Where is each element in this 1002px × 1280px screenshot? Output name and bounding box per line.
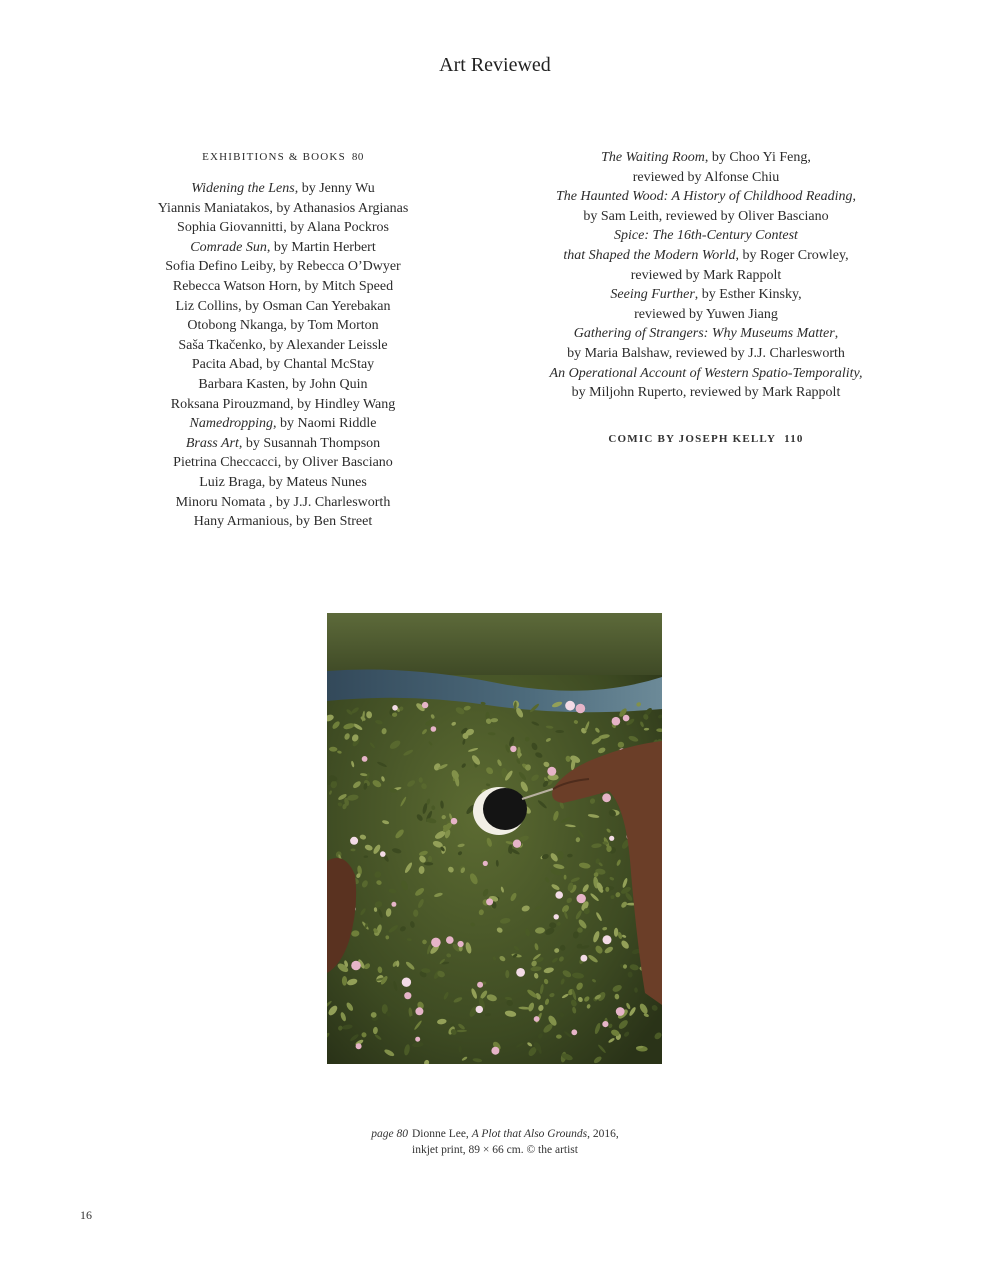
- blossom: [609, 836, 614, 841]
- book-review-line: [548, 344, 864, 364]
- review-byline: Sophia Giovannitti, by Alana Pockros: [177, 220, 389, 236]
- review-byline: Minoru Nomata , by J.J. Charlesworth: [175, 494, 391, 510]
- review-byline: reviewed by Alfonse Chiu: [632, 169, 780, 185]
- work-title: The Waiting Room: [601, 150, 705, 165]
- review-entry: [130, 453, 436, 473]
- page-title: Art Reviewed: [439, 54, 551, 76]
- book-review-line: [548, 364, 864, 384]
- review-entry: [130, 375, 436, 395]
- review-entry: [130, 238, 436, 258]
- artwork-image: [327, 613, 662, 1064]
- blossom: [415, 1037, 420, 1042]
- blossom: [431, 726, 437, 732]
- leaf: [396, 960, 399, 967]
- work-title: The Haunted Wood: A History of Childhood Reading: [556, 189, 853, 205]
- comic-heading: [548, 430, 864, 450]
- blossom: [351, 961, 361, 971]
- page-number: 16: [80, 1208, 92, 1222]
- blossom: [555, 891, 563, 899]
- exhibitions-column: [130, 148, 436, 532]
- review-byline: by Sam Leith, reviewed by Oliver Basciano: [583, 208, 829, 224]
- book-review-line: [548, 246, 864, 266]
- blossom: [476, 1006, 483, 1013]
- review-byline: by Maria Balshaw, reviewed by J.J. Charlesworth: [567, 345, 845, 361]
- work-title: Seeing Further: [610, 287, 695, 303]
- review-byline: reviewed by Mark Rappolt: [630, 267, 782, 283]
- blossom: [422, 702, 428, 708]
- book-review-line: [548, 324, 864, 344]
- review-byline: Pietrina Checcacci, by Oliver Basciano: [173, 455, 393, 471]
- caption-medium: inkjet print, 89 × 66 cm. © the artist: [412, 1143, 578, 1156]
- blossom: [571, 1029, 577, 1035]
- review-entry: [130, 395, 436, 415]
- review-entry: [130, 414, 436, 434]
- book-review-line: [548, 226, 864, 246]
- work-title: Widening the Lens: [191, 181, 295, 196]
- work-title: that Shaped the Modern World: [563, 247, 736, 263]
- work-title: Comrade Sun: [190, 239, 267, 255]
- review-entry: [130, 355, 436, 375]
- review-byline: Barbara Kasten, by John Quin: [198, 376, 368, 392]
- blossom: [616, 1007, 625, 1016]
- blossom: [554, 914, 559, 919]
- comic-heading-page: 110: [784, 432, 804, 445]
- section-heading-label: EXHIBITIONS & BOOKS: [202, 151, 346, 163]
- leaf: [459, 1046, 462, 1053]
- review-entry: [130, 277, 436, 297]
- review-byline: , by Choo Yi Feng,: [704, 150, 811, 165]
- review-byline: Yiannis Maniatakos, by Athanasios Argianas: [157, 200, 409, 216]
- review-byline: , by Martin Herbert: [266, 239, 376, 255]
- blossom: [602, 793, 611, 802]
- leaf: [505, 970, 509, 978]
- review-byline: , by Esther Kinsky,: [694, 287, 802, 303]
- review-byline: Saša Tkačenko, by Alexander Leissle: [178, 337, 388, 353]
- review-byline: ,: [834, 326, 839, 342]
- review-byline: , by Naomi Riddle: [273, 416, 377, 432]
- blossom: [486, 898, 493, 905]
- caption-work-title: A Plot that Also Grounds: [471, 1128, 588, 1140]
- blossom: [623, 715, 630, 722]
- blossom: [404, 992, 411, 999]
- review-byline: , by Jenny Wu: [294, 181, 375, 196]
- caption-artist: Dionne Lee,: [411, 1128, 469, 1140]
- review-entry: [130, 473, 436, 493]
- blossom: [577, 894, 586, 903]
- work-title: Spice: The 16th-Century Contest: [614, 228, 798, 244]
- blossom: [483, 861, 488, 866]
- work-title: Gathering of Strangers: Why Museums Matter: [573, 326, 835, 342]
- review-entry: [130, 493, 436, 513]
- book-review-line: [548, 148, 864, 168]
- book-review-line: [548, 168, 864, 188]
- blossom: [458, 941, 464, 947]
- review-byline: by Miljohn Ruperto, reviewed by Mark Rappolt: [571, 385, 841, 401]
- comic-heading-label: COMIC BY JOSEPH KELLY: [608, 432, 777, 445]
- review-entry: [130, 199, 436, 219]
- blossom: [350, 837, 358, 845]
- blossom: [451, 818, 458, 825]
- blossom: [402, 978, 411, 987]
- review-byline: Hany Armanious, by Ben Street: [193, 514, 373, 530]
- blossom: [362, 756, 368, 762]
- leaf: [618, 742, 624, 748]
- blossom: [612, 717, 621, 726]
- blossom: [510, 746, 516, 752]
- blossom: [513, 840, 521, 848]
- review-entry: [130, 336, 436, 356]
- caption-page-ref: page 80: [371, 1128, 408, 1140]
- blossom: [547, 767, 556, 776]
- blossom: [380, 851, 386, 857]
- blossom: [477, 982, 483, 988]
- review-byline: Roksana Pirouzmand, by Hindley Wang: [170, 396, 396, 412]
- review-byline: Rebecca Watson Horn, by Mitch Speed: [172, 278, 394, 294]
- marsh-grass: [327, 613, 662, 675]
- review-entry: [130, 297, 436, 317]
- book-review-line: [548, 187, 864, 207]
- book-review-line: [548, 266, 864, 286]
- leaf: [428, 856, 432, 862]
- section-heading-page: 80: [351, 151, 364, 163]
- caption-year: , 2016,: [587, 1128, 619, 1140]
- review-entry: [130, 257, 436, 277]
- section-heading: [130, 148, 436, 166]
- review-byline: reviewed by Yuwen Jiang: [634, 306, 778, 322]
- blossom: [602, 1021, 608, 1027]
- book-review-line: [548, 285, 864, 305]
- leaf: [342, 976, 347, 986]
- review-entry: [130, 434, 436, 454]
- review-entry: [130, 512, 436, 532]
- review-byline: , by Susannah Thompson: [238, 435, 381, 451]
- review-byline: ,: [852, 189, 856, 205]
- blossom: [603, 935, 612, 944]
- work-title: Namedropping: [189, 416, 274, 432]
- review-byline: Otobong Nkanga, by Tom Morton: [187, 318, 379, 334]
- blossom: [516, 968, 525, 977]
- blossom: [431, 938, 441, 948]
- blossom: [356, 1043, 362, 1049]
- book-review-line: [548, 207, 864, 227]
- blossom: [581, 955, 588, 962]
- leaf: [409, 1016, 414, 1027]
- blossom: [391, 902, 396, 907]
- review-list: [130, 179, 436, 532]
- blossom: [446, 936, 454, 944]
- blossom: [576, 704, 586, 714]
- book-review-line: [548, 305, 864, 325]
- review-entry: [130, 218, 436, 238]
- blossom: [415, 1007, 423, 1015]
- blossom: [534, 1016, 540, 1022]
- figure-caption: [300, 1127, 690, 1158]
- review-entry: [130, 179, 436, 199]
- blossom: [392, 705, 398, 711]
- blossom: [565, 701, 575, 711]
- review-byline: Sofia Defino Leiby, by Rebecca O’Dwyer: [165, 259, 401, 275]
- review-byline: , by Roger Crowley,: [735, 247, 849, 263]
- review-byline: Liz Collins, by Osman Can Yerebakan: [175, 298, 391, 314]
- book-review-list: [548, 148, 864, 403]
- work-title: An Operational Account of Western Spatio-Temporality,: [549, 365, 863, 381]
- review-entry: [130, 316, 436, 336]
- blossom: [491, 1047, 499, 1055]
- book-review-line: [548, 383, 864, 403]
- books-column: [548, 148, 864, 449]
- review-byline: Pacita Abad, by Chantal McStay: [191, 357, 375, 373]
- review-byline: Luiz Braga, by Mateus Nunes: [199, 474, 367, 490]
- work-title: Brass Art: [185, 435, 239, 451]
